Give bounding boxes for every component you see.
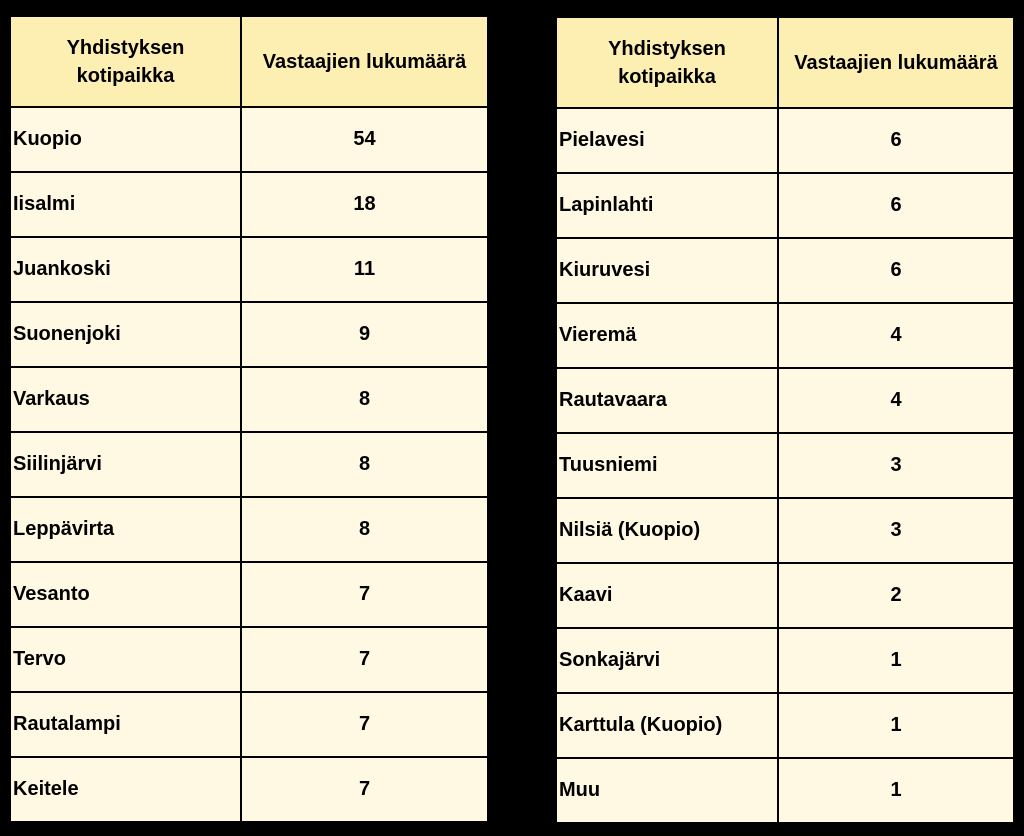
table-row [10, 562, 488, 627]
table-row [10, 692, 488, 757]
count-cell: 6 [778, 108, 1014, 173]
header-location-line1: Yhdistyksen [66, 36, 185, 59]
location-cell: Vesanto [10, 562, 241, 627]
table-row [556, 238, 1014, 303]
location-cell: Rautalampi [10, 692, 241, 757]
count-cell: 8 [241, 367, 488, 432]
count-cell: 6 [778, 238, 1014, 303]
table-row [556, 628, 1014, 693]
table-row [10, 627, 488, 692]
count-cell: 1 [778, 693, 1014, 758]
table-row [10, 172, 488, 237]
count-cell: 7 [241, 562, 488, 627]
header-location-line1: Yhdistyksen [608, 37, 726, 60]
count-cell: 9 [241, 302, 488, 367]
header-row [556, 17, 1014, 108]
table-body-left [10, 107, 488, 822]
location-cell: Vieremä [556, 303, 778, 368]
table-row [556, 433, 1014, 498]
count-cell: 1 [778, 628, 1014, 693]
table-row [10, 367, 488, 432]
location-cell: Kuopio [10, 107, 241, 172]
count-cell: 8 [241, 432, 488, 497]
table-row [556, 108, 1014, 173]
header-location [10, 16, 241, 107]
respondents-table-right [555, 16, 1015, 824]
location-cell: Keitele [10, 757, 241, 822]
table-row [10, 237, 488, 302]
location-cell: Sonkajärvi [556, 628, 778, 693]
table-row [10, 107, 488, 172]
table-row [10, 432, 488, 497]
location-cell: Tervo [10, 627, 241, 692]
location-cell: Varkaus [10, 367, 241, 432]
header-location-line2: kotipaikka [76, 64, 175, 87]
location-cell: Karttula (Kuopio) [556, 693, 778, 758]
table-row [556, 563, 1014, 628]
table-row [556, 758, 1014, 823]
count-cell: 3 [778, 433, 1014, 498]
count-cell: 18 [241, 172, 488, 237]
count-cell: 7 [241, 757, 488, 822]
count-cell: 3 [778, 498, 1014, 563]
location-cell: Kaavi [556, 563, 778, 628]
count-cell: 6 [778, 173, 1014, 238]
table-row [556, 303, 1014, 368]
table-row [556, 368, 1014, 433]
location-cell: Lapinlahti [556, 173, 778, 238]
table-row [10, 497, 488, 562]
table-body-right [556, 108, 1014, 823]
count-cell: 4 [778, 303, 1014, 368]
table-row [10, 757, 488, 822]
location-cell: Siilinjärvi [10, 432, 241, 497]
location-cell: Kiuruvesi [556, 238, 778, 303]
count-cell: 4 [778, 368, 1014, 433]
location-cell: Juankoski [10, 237, 241, 302]
location-cell: Suonenjoki [10, 302, 241, 367]
table-row [556, 173, 1014, 238]
respondents-table-left [9, 15, 489, 823]
header-count: Vastaajien lukumäärä [778, 17, 1014, 108]
header-count: Vastaajien lukumäärä [241, 16, 488, 107]
count-cell: 2 [778, 563, 1014, 628]
count-cell: 7 [241, 692, 488, 757]
location-cell: Tuusniemi [556, 433, 778, 498]
count-cell: 7 [241, 627, 488, 692]
count-cell: 1 [778, 758, 1014, 823]
header-location-line2: kotipaikka [618, 65, 716, 88]
location-cell: Iisalmi [10, 172, 241, 237]
count-cell: 11 [241, 237, 488, 302]
location-cell: Muu [556, 758, 778, 823]
count-cell: 8 [241, 497, 488, 562]
header-location [556, 17, 778, 108]
header-row [10, 16, 488, 107]
count-cell: 54 [241, 107, 488, 172]
location-cell: Leppävirta [10, 497, 241, 562]
table-row [10, 302, 488, 367]
location-cell: Nilsiä (Kuopio) [556, 498, 778, 563]
location-cell: Pielavesi [556, 108, 778, 173]
table-row [556, 498, 1014, 563]
table-row [556, 693, 1014, 758]
location-cell: Rautavaara [556, 368, 778, 433]
